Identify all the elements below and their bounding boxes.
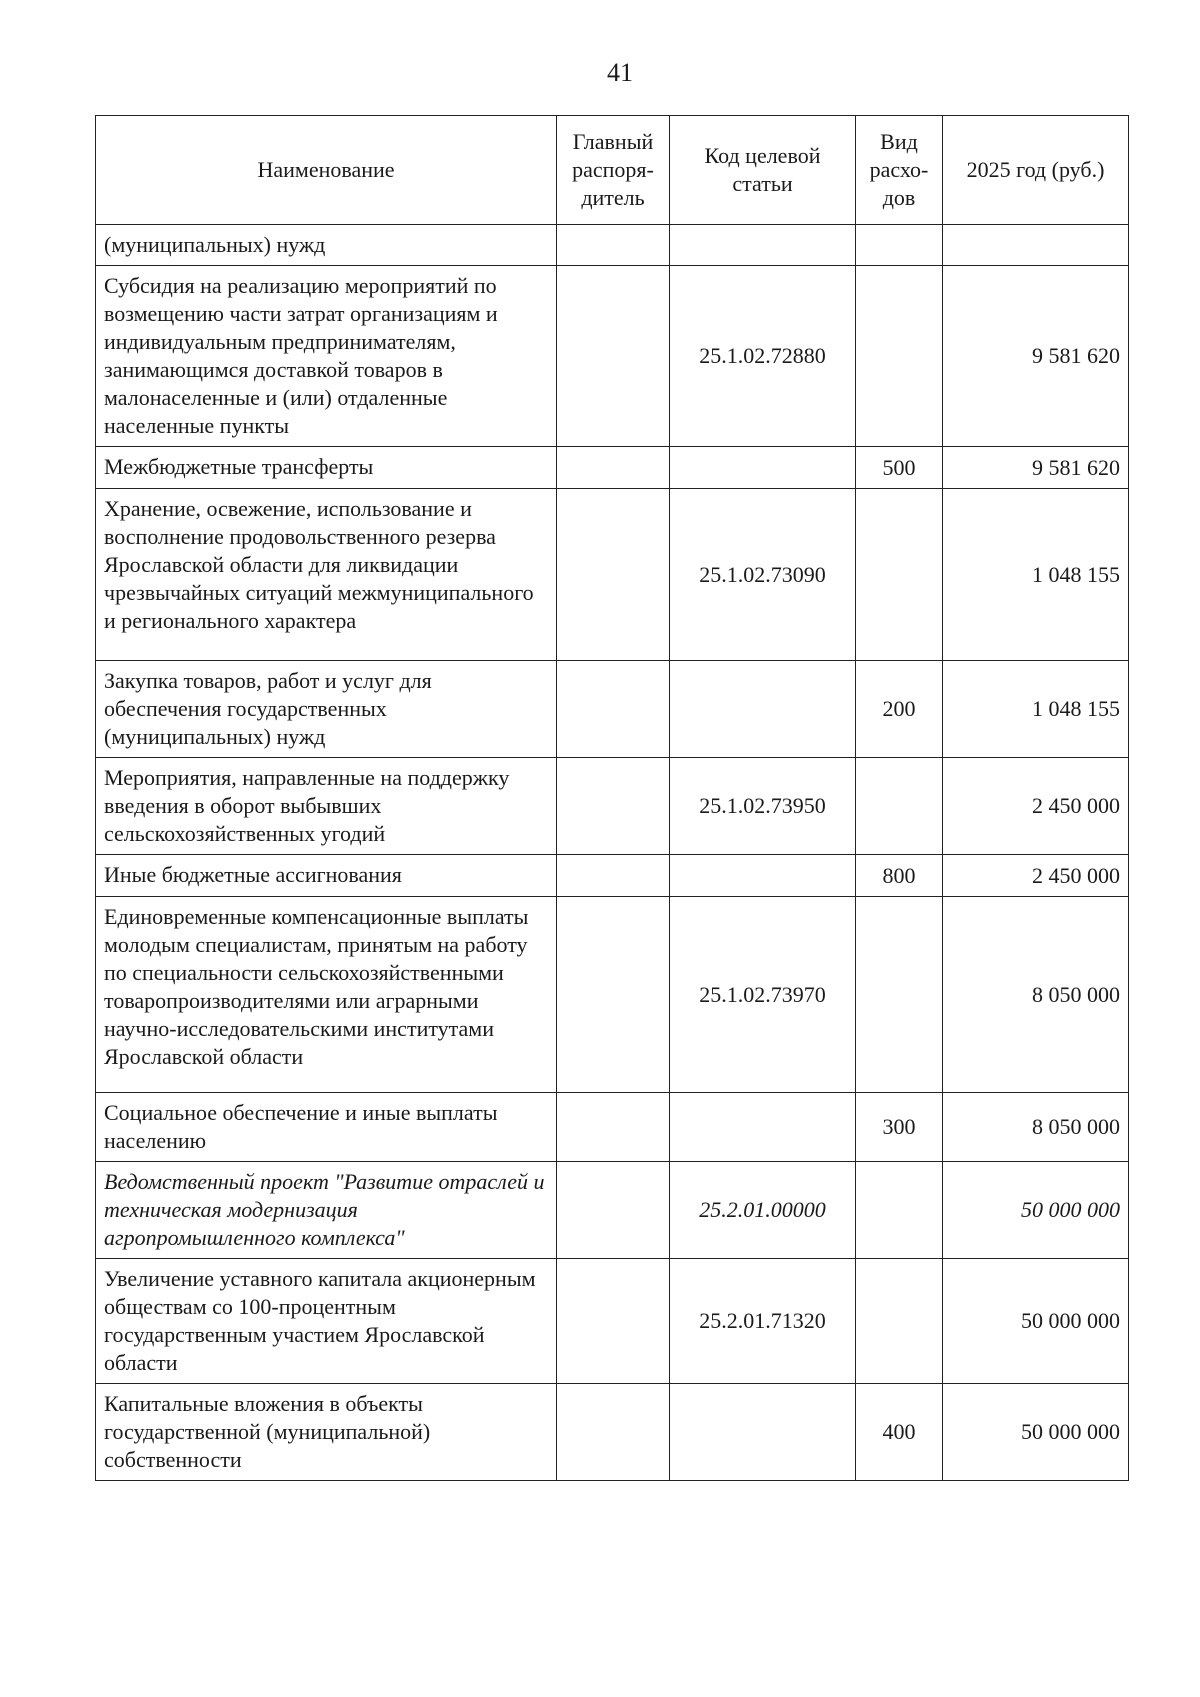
cell-type: 800 bbox=[856, 855, 943, 897]
cell-name: Социальное обеспечение и иные выплаты населению bbox=[96, 1093, 557, 1162]
cell-code bbox=[670, 1384, 856, 1481]
cell-type bbox=[856, 266, 943, 447]
cell-type: 300 bbox=[856, 1093, 943, 1162]
table-row bbox=[96, 489, 1129, 661]
cell-sum: 50 000 000 bbox=[943, 1162, 1129, 1259]
cell-sum: 9 581 620 bbox=[943, 447, 1129, 489]
cell-name: Увеличение уставного капитала акционерным обществам со 100-процентным государственным участием Ярославской области bbox=[96, 1259, 557, 1384]
cell-name: Ведомственный проект "Развитие отраслей и техническая модернизация агропромышленного комплекса" bbox=[96, 1162, 557, 1259]
table-row bbox=[96, 1384, 1129, 1481]
cell-type bbox=[856, 897, 943, 1093]
cell-sum: 1 048 155 bbox=[943, 661, 1129, 758]
cell-sum: 1 048 155 bbox=[943, 489, 1129, 661]
header-admin: Главный распоря-дитель bbox=[557, 116, 670, 225]
page-number: 41 bbox=[607, 58, 633, 87]
cell-sum: 8 050 000 bbox=[943, 897, 1129, 1093]
cell-sum: 9 581 620 bbox=[943, 266, 1129, 447]
budget-table bbox=[95, 115, 1129, 1481]
table-row bbox=[96, 661, 1129, 758]
cell-code bbox=[670, 855, 856, 897]
cell-name: Иные бюджетные ассигнования bbox=[96, 855, 557, 897]
cell-type bbox=[856, 489, 943, 661]
cell-code: 25.1.02.73950 bbox=[670, 758, 856, 855]
cell-admin bbox=[557, 1259, 670, 1384]
table-row bbox=[96, 447, 1129, 489]
cell-type: 400 bbox=[856, 1384, 943, 1481]
cell-admin bbox=[557, 225, 670, 266]
cell-name: Закупка товаров, работ и услуг для обеспечения государственных (муниципальных) нужд bbox=[96, 661, 557, 758]
table-row bbox=[96, 225, 1129, 266]
table-row bbox=[96, 266, 1129, 447]
cell-admin bbox=[557, 758, 670, 855]
cell-sum: 50 000 000 bbox=[943, 1259, 1129, 1384]
table-row bbox=[96, 897, 1129, 1093]
cell-name: Единовременные компенсационные выплаты молодым специалистам, принятым на работу по специальности сельскохозяйственными товаропроизводителями или аграрными научно-исследовательскими институтами Ярославской области bbox=[96, 897, 557, 1093]
cell-type: 500 bbox=[856, 447, 943, 489]
header-sum: 2025 год (руб.) bbox=[943, 116, 1129, 225]
cell-admin bbox=[557, 489, 670, 661]
cell-code bbox=[670, 447, 856, 489]
cell-admin bbox=[557, 1093, 670, 1162]
cell-code bbox=[670, 661, 856, 758]
cell-sum bbox=[943, 225, 1129, 266]
cell-name: Межбюджетные трансферты bbox=[96, 447, 557, 489]
cell-admin bbox=[557, 266, 670, 447]
cell-sum: 8 050 000 bbox=[943, 1093, 1129, 1162]
cell-code bbox=[670, 225, 856, 266]
cell-type: 200 bbox=[856, 661, 943, 758]
cell-code: 25.1.02.72880 bbox=[670, 266, 856, 447]
cell-sum: 2 450 000 bbox=[943, 855, 1129, 897]
cell-name: Хранение, освежение, использование и восполнение продовольственного резерва Ярославской области для ликвидации чрезвычайных ситуаций межмуниципального и регионального характера bbox=[96, 489, 557, 661]
cell-code: 25.1.02.73090 bbox=[670, 489, 856, 661]
cell-code: 25.2.01.00000 bbox=[670, 1162, 856, 1259]
cell-admin bbox=[557, 447, 670, 489]
table-row bbox=[96, 1259, 1129, 1384]
cell-admin bbox=[557, 1162, 670, 1259]
cell-code bbox=[670, 1093, 856, 1162]
cell-name: Капитальные вложения в объекты государственной (муниципальной) собственности bbox=[96, 1384, 557, 1481]
table-row bbox=[96, 1162, 1129, 1259]
cell-admin bbox=[557, 1384, 670, 1481]
cell-type bbox=[856, 1162, 943, 1259]
table-body bbox=[96, 225, 1129, 1481]
table-row bbox=[96, 855, 1129, 897]
cell-type bbox=[856, 225, 943, 266]
cell-admin bbox=[557, 897, 670, 1093]
header-type: Вид расхо-дов bbox=[856, 116, 943, 225]
cell-sum: 50 000 000 bbox=[943, 1384, 1129, 1481]
cell-code: 25.2.01.71320 bbox=[670, 1259, 856, 1384]
cell-sum: 2 450 000 bbox=[943, 758, 1129, 855]
header-code: Код целевой статьи bbox=[670, 116, 856, 225]
cell-code: 25.1.02.73970 bbox=[670, 897, 856, 1093]
cell-admin bbox=[557, 855, 670, 897]
cell-admin bbox=[557, 661, 670, 758]
cell-name: Субсидия на реализацию мероприятий по возмещению части затрат организациям и индивидуальным предпринимателям, занимающимся доставкой товаров в малонаселенные и (или) отдаленные населенные пункты bbox=[96, 266, 557, 447]
table-row bbox=[96, 1093, 1129, 1162]
cell-name: Мероприятия, направленные на поддержку введения в оборот выбывших сельскохозяйственных угодий bbox=[96, 758, 557, 855]
table-row bbox=[96, 758, 1129, 855]
cell-type bbox=[856, 758, 943, 855]
table-header-row bbox=[96, 116, 1129, 225]
cell-name: (муниципальных) нужд bbox=[96, 225, 557, 266]
cell-type bbox=[856, 1259, 943, 1384]
header-name: Наименование bbox=[96, 116, 557, 225]
